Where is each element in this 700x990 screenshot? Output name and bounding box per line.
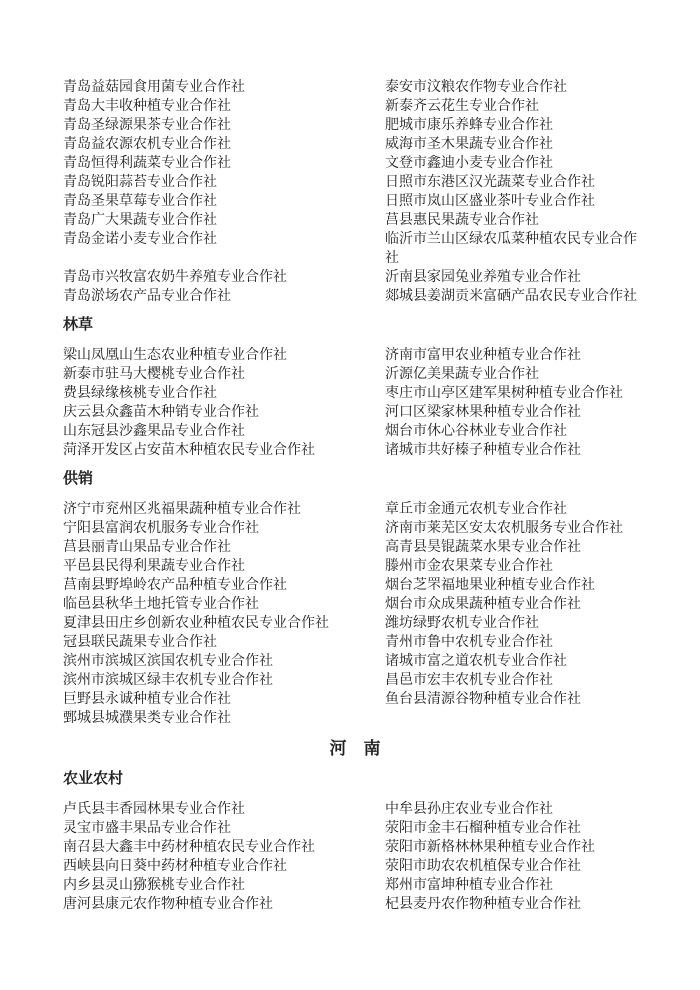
coop-name-right [385,709,647,728]
coop-name-left: 莒县丽青山果品专业合作社 [63,540,231,555]
coop-name-left: 青岛锐阳蒜苔专业合作社 [63,175,217,190]
coop-name-right: 荥阳市助农农机植保专业合作社 [385,859,581,874]
coop-row [63,819,665,838]
coop-name-left: 青岛金诺小麦专业合作社 [63,232,217,247]
coop-name-left: 新泰市驻马大樱桃专业合作社 [63,367,245,382]
coop-name-right: 泰安市汶粮农作物专业合作社 [385,80,567,95]
coop-name-right: 郑州市富坤种植专业合作社 [385,878,553,893]
coop-name-right: 青州市鲁中农机专业合作社 [385,635,553,650]
coop-row [63,800,665,819]
coop-row [63,614,665,633]
coop-row [63,365,665,384]
coop-name-right: 河口区梁家林果种植专业合作社 [385,405,581,420]
coop-name-left: 菏泽开发区占安苗木种植农民专业合作社 [63,443,315,458]
coop-name-right: 诸城市共好榛子种植专业合作社 [385,443,581,458]
coop-row [63,876,665,895]
coop-row [63,97,665,116]
coop-name-left: 青岛益菇园食用菌专业合作社 [63,80,245,95]
coop-name-left: 山东冠县沙鑫果品专业合作社 [63,424,245,439]
coop-name-right: 临沂市兰山区绿农瓜菜种植农民专业合作社 [385,232,637,266]
coop-row [63,633,665,652]
coop-name-left: 平邑县民得利果蔬专业合作社 [63,559,245,574]
coop-name-right: 昌邑市宏丰农机专业合作社 [385,673,553,688]
coop-row [63,287,665,306]
coop-name-right: 滕州市金农果菜专业合作社 [385,559,553,574]
coop-name-right: 日照市东港区汉光蔬菜专业合作社 [385,175,595,190]
coop-row [63,652,665,671]
coop-row [63,671,665,690]
coop-row [63,78,665,97]
section-rows [63,500,665,728]
coop-name-right: 日照市岚山区盛业茶叶专业合作社 [385,194,595,209]
coop-row [63,403,665,422]
coop-name-right: 济南市莱芜区安太农机服务专业合作社 [385,521,623,536]
coop-name-right: 荥阳市新格林林果种植专业合作社 [385,840,595,855]
coop-name-right: 肥城市康乐养蜂专业合作社 [385,118,553,133]
coop-row [63,384,665,403]
coop-name-right: 郯城县姜湖贡米富硒产品农民专业合作社 [385,289,637,304]
coop-row [63,557,665,576]
coop-name-left: 滨州市滨城区绿丰农机专业合作社 [63,673,273,688]
coop-row [63,595,665,614]
coop-name-right: 莒县惠民果蔬专业合作社 [385,213,539,228]
coop-row [63,154,665,173]
coop-name-left: 夏津县田庄乡创新农业种植农民专业合作社 [63,616,329,631]
coop-name-right: 中牟县孙庄农业专业合作社 [385,802,553,817]
coop-name-left: 青岛益农源农机专业合作社 [63,137,231,152]
coop-row [63,538,665,557]
coop-name-left: 卢氏县丰香园林果专业合作社 [63,802,245,817]
coop-name-left: 临邑县秋华土地托管专业合作社 [63,597,259,612]
coop-row [63,709,665,728]
coop-name-left: 青岛市兴牧富农奶牛养殖专业合作社 [63,270,287,285]
coop-name-left: 内乡县灵山猕猴桃专业合作社 [63,878,245,893]
coop-row [63,135,665,154]
coop-name-left: 冠县联民蔬果专业合作社 [63,635,217,650]
coop-name-right: 沂南县家园兔业养殖专业合作社 [385,270,581,285]
coop-name-left: 滨州市滨城区滨国农机专业合作社 [63,654,273,669]
coop-name-left: 庆云县众鑫苗木种销专业合作社 [63,405,259,420]
coop-name-right: 烟台市众成果蔬种植专业合作社 [385,597,581,612]
section-rows [63,78,665,306]
coop-row [63,346,665,365]
coop-name-right: 鱼台县清源谷物种植专业合作社 [385,692,581,707]
coop-row [63,857,665,876]
coop-name-right: 杞县麦丹农作物种植专业合作社 [385,897,581,912]
coop-row [63,268,665,287]
province-header: 河 南 [329,739,381,758]
coop-row [63,422,665,441]
coop-name-right: 诸城市富之道农机专业合作社 [385,654,567,669]
section-header: 供销 [63,471,94,487]
coop-name-left: 宁阳县富润农机服务专业合作社 [63,521,259,536]
coop-row [63,211,665,230]
coop-name-right: 威海市圣木果蔬专业合作社 [385,137,553,152]
coop-name-right: 新泰齐云花生专业合作社 [385,99,539,114]
coop-name-right: 高青县昊锟蔬菜水果专业合作社 [385,540,581,555]
coop-name-right: 文登市鑫迪小麦专业合作社 [385,156,553,171]
coop-row [63,500,665,519]
coop-name-right: 烟台芝罘福地果业种植专业合作社 [385,578,595,593]
coop-row [63,173,665,192]
coop-row [63,895,665,914]
section-rows [63,800,665,914]
coop-row [63,230,665,268]
coop-row [63,838,665,857]
coop-name-left: 莒南县野埠岭农产品种植专业合作社 [63,578,287,593]
section-rows [63,346,665,460]
coop-name-left: 唐河县康元农作物种植专业合作社 [63,897,273,912]
coop-row [63,519,665,538]
coop-name-left: 青岛淤场农产品专业合作社 [63,289,231,304]
coop-name-left: 济宁市兖州区兆福果蔬种植专业合作社 [63,502,301,517]
coop-name-left: 梁山凤凰山生态农业种植专业合作社 [63,348,287,363]
coop-name-left: 青岛圣果草莓专业合作社 [63,194,217,209]
coop-name-left: 费县绿缘核桃专业合作社 [63,386,217,401]
coop-row [63,116,665,135]
coop-name-right: 济南市富甲农业种植专业合作社 [385,348,581,363]
coop-name-right: 枣庄市山亭区建军果树种植专业合作社 [385,386,623,401]
coop-name-right: 烟台市休心谷林业专业合作社 [385,424,567,439]
coop-name-left: 青岛恒得利蔬菜专业合作社 [63,156,231,171]
coop-name-left: 青岛圣绿源果茶专业合作社 [63,118,231,133]
coop-name-right: 章丘市金通元农机专业合作社 [385,502,567,517]
coop-name-left: 灵宝市盛丰果品专业合作社 [63,821,231,836]
coop-row [63,690,665,709]
coop-row [63,192,665,211]
section-header: 林草 [63,317,94,333]
coop-name-left: 巨野县永诚种植专业合作社 [63,692,231,707]
coop-name-right: 荥阳市金丰石榴种植专业合作社 [385,821,581,836]
coop-row [63,576,665,595]
coop-name-left: 青岛大丰收种植专业合作社 [63,99,231,114]
coop-name-left: 南召县大鑫丰中药材种植农民专业合作社 [63,840,315,855]
coop-name-left: 鄄城县城濮果类专业合作社 [63,711,231,726]
section-header: 农业农村 [63,771,124,787]
coop-name-left: 西峡县向日葵中药材种植专业合作社 [63,859,287,874]
coop-name-right: 沂源亿美果蔬专业合作社 [385,367,539,382]
coop-name-right: 潍坊绿野农机专业合作社 [385,616,539,631]
coop-name-left: 青岛广大果蔬专业合作社 [63,213,217,228]
coop-row [63,441,665,460]
